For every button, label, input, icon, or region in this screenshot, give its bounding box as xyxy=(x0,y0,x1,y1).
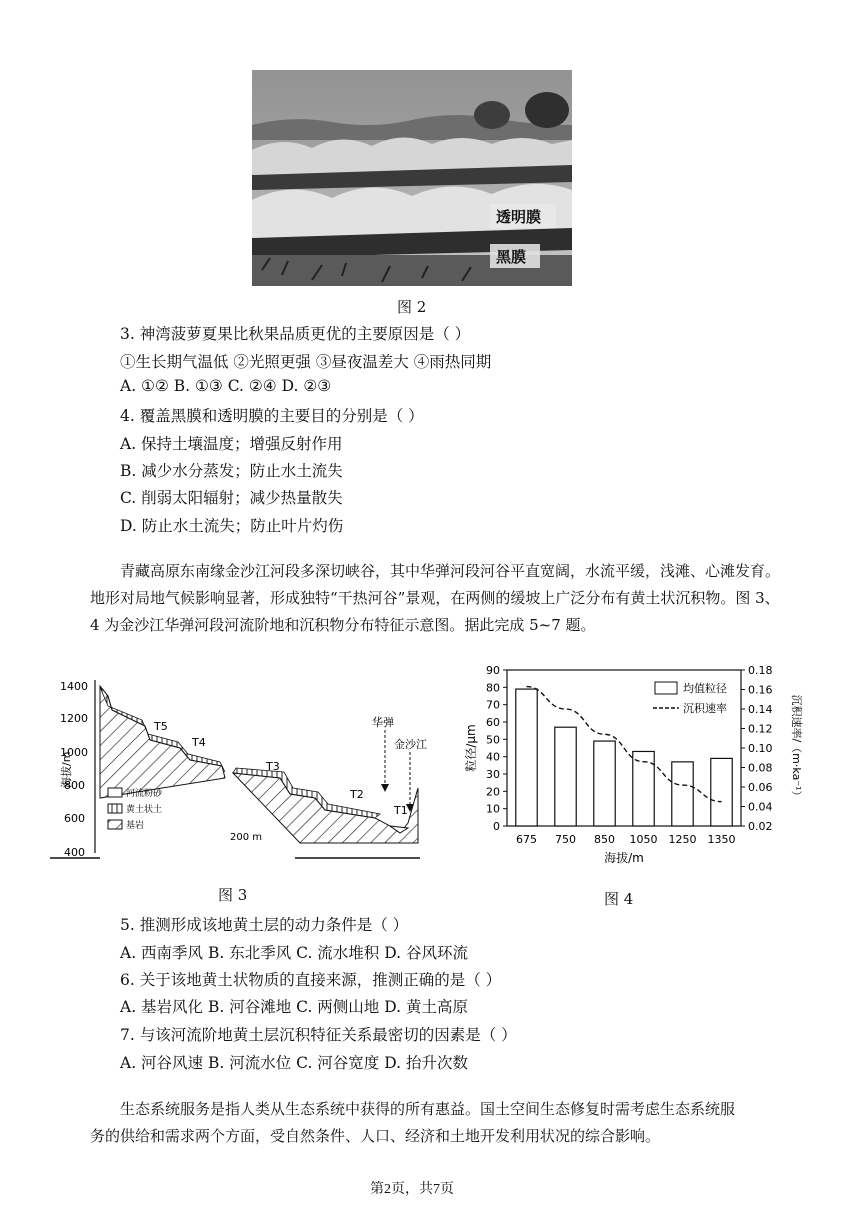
y2-tick-label: 0.06 xyxy=(748,781,773,794)
figure3-y-tick: 1200 xyxy=(60,712,88,725)
q5-stem: 5. 推测形成该地黄土层的动力条件是（ ） xyxy=(120,916,409,934)
legend-silt-label: 河流粉砂 xyxy=(126,789,163,799)
q4-option-b: B. 减少水分蒸发；防止水土流失 xyxy=(120,462,343,480)
y2-tick-label: 0.18 xyxy=(748,664,773,677)
legend-bar-swatch xyxy=(655,682,677,694)
y-tick-label: 70 xyxy=(486,698,500,712)
x-tick-label: 1050 xyxy=(629,833,658,846)
legend-loess-swatch xyxy=(108,804,122,813)
legend-loess-label: 黄土状土 xyxy=(126,805,163,815)
q3-options: A. ①② B. ①③ C. ②④ D. ②③ xyxy=(120,377,332,395)
y-tick-label: 10 xyxy=(486,802,500,816)
y2-tick-label: 0.14 xyxy=(748,703,773,716)
y2-tick-label: 0.16 xyxy=(748,683,773,697)
legend-bar-label: 均值粒径 xyxy=(683,682,727,695)
y-tick-label: 60 xyxy=(486,716,500,729)
q7-options: A. 河谷风速 B. 河流水位 C. 河谷宽度 D. 抬升次数 xyxy=(120,1054,468,1072)
figure3-caption: 图 3 xyxy=(218,886,248,904)
bar-mean-grain-size xyxy=(711,758,732,826)
figure4-caption: 图 4 xyxy=(604,890,634,908)
y-tick-label: 40 xyxy=(486,750,500,764)
bar-mean-grain-size xyxy=(594,741,615,826)
label-black-film: 黑膜 xyxy=(496,248,527,266)
q7-stem: 7. 与该河流阶地黄土层沉积特征关系最密切的因素是（ ） xyxy=(120,1026,517,1044)
terrace-t1-label: T1 xyxy=(394,804,408,817)
y2-tick-label: 0.12 xyxy=(748,722,773,736)
terrace-t5-label: T5 xyxy=(154,720,168,733)
terrace-t4-label: T4 xyxy=(192,736,206,749)
figure3-y-tick: 800 xyxy=(64,779,85,792)
passage-1: 青藏高原东南缘金沙江河段多深切峡谷，其中华弹河段河谷平直宽阔，水流平缓，浅滩、心滩发育。地形对局地气候影响显著，形成独特“干热河谷”景观，在两侧的缓坡上广泛分布有黄土状沉积物。图 3、4 为金沙江华弹河段河流阶地和沉积物分布特征示意图。据此完成 5~7 题。 xyxy=(90,562,781,634)
y-tick-label: 30 xyxy=(486,768,500,781)
q4-option-a: A. 保持土壤温度；增强反射作用 xyxy=(120,435,343,453)
x-tick-label: 1350 xyxy=(707,833,736,846)
legend-bedrock-swatch xyxy=(108,820,122,829)
y2-tick-label: 0.10 xyxy=(748,742,773,755)
y-tick-label: 80 xyxy=(486,681,500,695)
legend-line-label: 沉积速率 xyxy=(683,702,727,715)
q4-stem: 4. 覆盖黑膜和透明膜的主要目的分别是（ ） xyxy=(120,407,424,425)
y-tick-label: 20 xyxy=(486,785,500,799)
x-axis-label: 海拔/m xyxy=(604,851,644,865)
y2-tick-label: 0.02 xyxy=(748,820,773,833)
passage-2: 生态系统服务是指人类从生态系统中获得的所有惠益。国土空间生态修复时需考虑生态系统服务的供给和需求两个方面，受自然条件、人口、经济和土地开发利用状况的综合影响。 xyxy=(90,1100,736,1145)
q4-option-c: C. 削弱太阳辐射；减少热量散失 xyxy=(120,489,343,507)
q6-stem: 6. 关于该地黄土状物质的直接来源，推测正确的是（ ） xyxy=(120,971,502,989)
bar-mean-grain-size xyxy=(555,727,576,826)
figure2-caption: 图 2 xyxy=(397,298,427,316)
x-tick-label: 675 xyxy=(516,833,537,846)
y2-tick-label: 0.04 xyxy=(748,800,773,814)
figure3-y-label: 海拔/m xyxy=(60,751,73,788)
x-tick-label: 1250 xyxy=(668,833,697,846)
y-tick-label: 0 xyxy=(493,820,500,833)
place-jinshajiang-label: 金沙江 xyxy=(394,738,427,751)
page-footer: 第2页，共7页 xyxy=(370,1182,454,1197)
label-transparent-film: 透明膜 xyxy=(496,208,542,226)
pineapple-field-photo xyxy=(252,70,572,286)
figure3-y-tick: 1400 xyxy=(60,680,88,693)
y-tick-label: 50 xyxy=(486,733,500,747)
terrace-t3-label: T3 xyxy=(266,760,280,773)
y2-axis-label: 沉积速率/（m·ka⁻¹） xyxy=(790,694,803,802)
x-tick-label: 850 xyxy=(594,833,615,846)
figure3-y-tick: 1000 xyxy=(60,746,88,759)
y2-tick-label: 0.08 xyxy=(748,761,773,775)
terrace-t2-label: T2 xyxy=(350,788,364,801)
q3-stem: 3. 神湾菠萝夏果比秋果品质更优的主要原因是（ ） xyxy=(120,325,471,343)
figure3-scale: 200 m xyxy=(230,832,263,843)
x-tick-label: 750 xyxy=(555,833,576,846)
figure3-y-tick: 400 xyxy=(64,846,85,859)
legend-bedrock-label: 基岩 xyxy=(126,821,145,831)
q6-options: A. 基岩风化 B. 河谷滩地 C. 两侧山地 D. 黄土高原 xyxy=(120,998,468,1016)
figure3-y-tick: 600 xyxy=(64,812,85,825)
figure3-terrace-profile xyxy=(50,668,450,868)
q4-option-d: D. 防止水土流失；防止叶片灼伤 xyxy=(120,517,344,535)
y-tick-label: 90 xyxy=(486,664,500,677)
bar-mean-grain-size xyxy=(672,762,693,826)
figure4-chart xyxy=(455,660,805,870)
bar-mean-grain-size xyxy=(516,689,537,826)
q5-options: A. 西南季风 B. 东北季风 C. 流水堆积 D. 谷风环流 xyxy=(120,944,468,962)
legend-silt-swatch xyxy=(108,788,122,797)
y-axis-label: 粒径/μm xyxy=(464,724,478,772)
place-huatan-label: 华弹 xyxy=(372,716,394,729)
figure2-photo xyxy=(252,70,572,286)
q3-items: ①生长期气温低 ②光照更强 ③昼夜温差大 ④雨热同期 xyxy=(120,353,492,371)
